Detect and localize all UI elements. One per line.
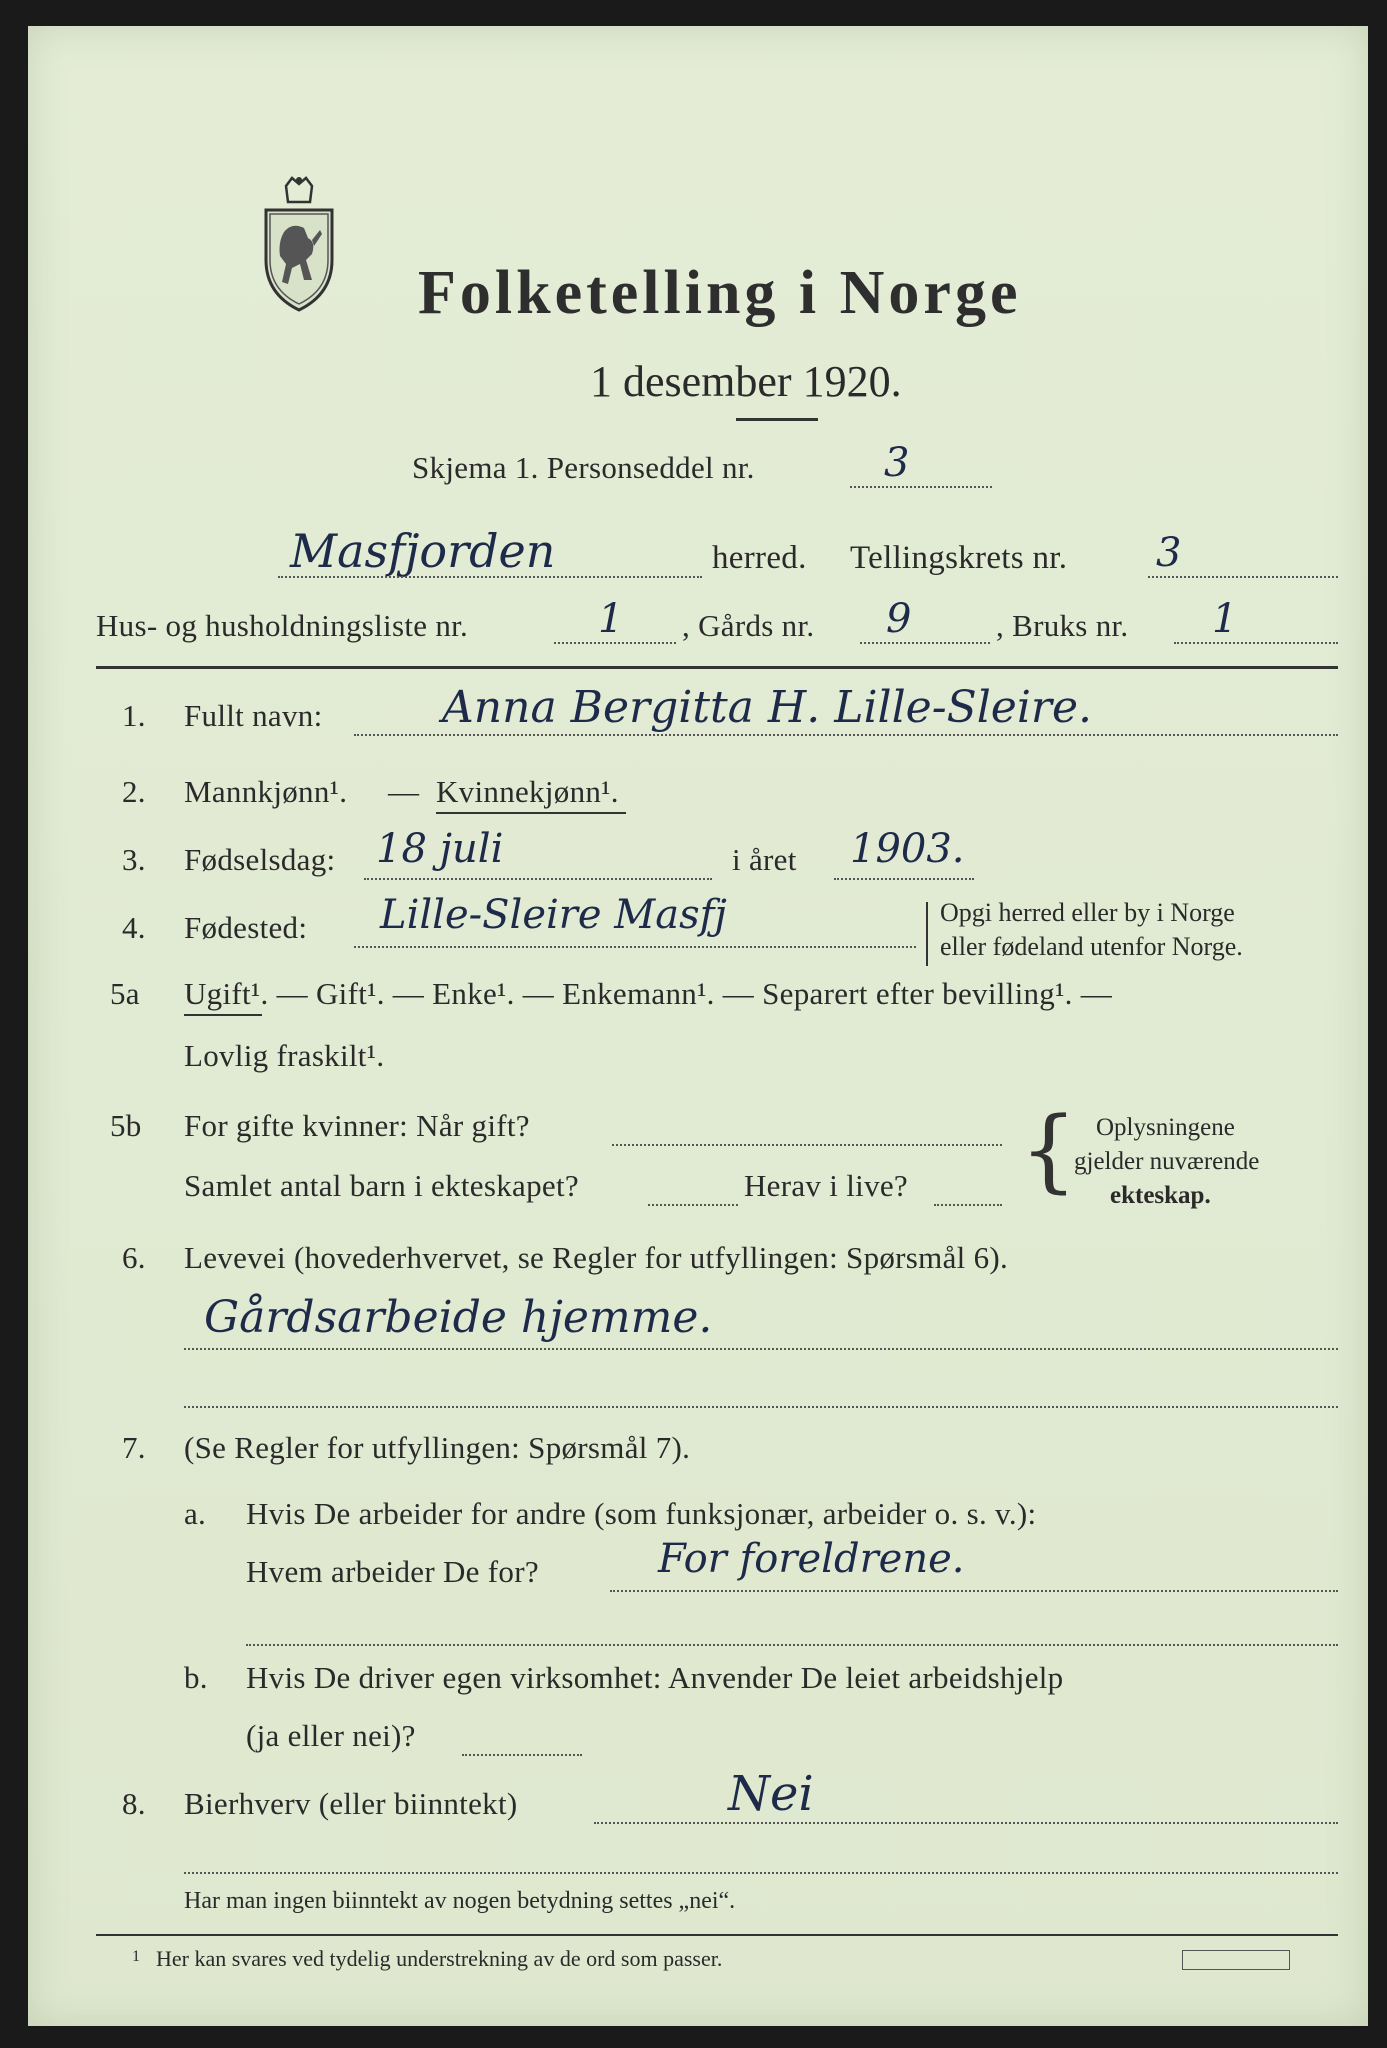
header-rule <box>96 666 1338 669</box>
q3-label: Fødselsdag: <box>184 842 336 877</box>
q7a-line1: Hvis De arbeider for andre (som funksjonær, arbeider o. s. v.): <box>246 1496 1037 1531</box>
footnote-text: Her kan svares ved tydelig understrekning av de ord som passer. <box>156 1946 723 1971</box>
q2-separator: — <box>388 774 420 809</box>
coat-of-arms-icon <box>256 176 342 316</box>
q8-number: 8. <box>122 1786 146 1821</box>
personseddel-number: 3 <box>884 440 910 486</box>
q7b-line1: Hvis De driver egen virksomhet: Anvender De leiet arbeidshjelp <box>246 1660 1064 1695</box>
full-name-value: Anna Bergitta H. Lille-Sleire. <box>442 682 1092 733</box>
q8-line <box>594 1822 1338 1824</box>
q7a-employer-line <box>610 1590 1338 1592</box>
census-form <box>28 26 1368 2026</box>
q4-bracket <box>926 902 928 966</box>
herred-label: herred. <box>712 540 807 576</box>
q7b-line2: (ja eller nei)? <box>246 1718 416 1753</box>
q7a-line2: Hvem arbeider De for? <box>246 1554 539 1589</box>
q6-line1 <box>184 1348 1338 1350</box>
bruks-line <box>1174 642 1338 644</box>
q1-number: 1. <box>122 698 146 733</box>
husliste-label: Hus- og husholdningsliste nr. <box>96 608 469 643</box>
q7-number: 7. <box>122 1430 146 1465</box>
q8-line-extra <box>184 1872 1338 1874</box>
q5b-line1: For gifte kvinner: Når gift? <box>184 1108 530 1143</box>
ugift-underline <box>184 1014 262 1016</box>
female-underline <box>436 812 626 814</box>
husliste-line <box>554 642 676 644</box>
q7b-letter: b. <box>184 1660 208 1695</box>
husliste-number: 1 <box>598 596 624 642</box>
side-income-value: Nei <box>728 1766 814 1822</box>
birth-day-value: 18 juli <box>376 826 504 872</box>
marital-status-options: Ugift¹. — Gift¹. — Enke¹. — Enkemann¹. — Separert efter bevilling¹. — <box>184 976 1113 1011</box>
q7a-line-extra <box>246 1644 1338 1646</box>
occupation-value: Gårdsarbeide hjemme. <box>204 1292 713 1343</box>
q4-number: 4. <box>122 910 146 945</box>
herred-value: Masfjorden <box>290 524 556 578</box>
bruks-label: , Bruks nr. <box>996 608 1129 643</box>
q5b-children-label: Samlet antal barn i ekteskapet? <box>184 1168 579 1203</box>
footnote-mark: 1 <box>132 1948 140 1965</box>
q7a-letter: a. <box>184 1496 207 1531</box>
q6-line2 <box>184 1406 1338 1408</box>
employer-value: For foreldrene. <box>658 1536 965 1582</box>
q6-number: 6. <box>122 1240 146 1275</box>
q6-label: Levevei (hovederhvervet, se Regler for utfyllingen: Spørsmål 6). <box>184 1240 1009 1275</box>
title-rule <box>736 418 818 421</box>
q3-day-line <box>364 878 712 880</box>
children-line <box>648 1204 738 1206</box>
q8-label: Bierhverv (eller biinntekt) <box>184 1786 518 1821</box>
nei-note: Har man ingen biinntekt av nogen betydning settes „nei“. <box>184 1888 736 1914</box>
birthplace-value: Lille-Sleire Masfj <box>380 892 727 938</box>
q3-number: 3. <box>122 842 146 877</box>
q1-label: Fullt navn: <box>184 698 323 733</box>
q3-year-label: i året <box>732 842 797 877</box>
tellingskrets-number: 3 <box>1156 530 1182 576</box>
tellingskrets-label: Tellingskrets nr. <box>850 540 1068 576</box>
gards-label: , Gårds nr. <box>682 608 815 643</box>
q5b-note3: ekteskap. <box>1110 1182 1211 1209</box>
birth-year-value: 1903. <box>850 826 965 872</box>
female-option: Kvinnekjønn¹. <box>436 774 619 809</box>
page-title: Folketelling i Norge <box>418 259 1022 327</box>
gards-line <box>860 642 990 644</box>
male-option: Mannkjønn¹. <box>184 774 348 809</box>
gards-number: 9 <box>886 596 912 642</box>
tellingskrets-line <box>1148 576 1338 578</box>
q4-note-line2: eller fødeland utenfor Norge. <box>940 932 1243 961</box>
footnote-rule <box>96 1934 1338 1936</box>
q5b-number: 5b <box>110 1108 142 1143</box>
q5b-note2: gjelder nuværende <box>1074 1148 1260 1175</box>
q4-label: Fødested: <box>184 910 308 945</box>
bruks-number: 1 <box>1212 596 1238 642</box>
q5b-note1: Oplysningene <box>1096 1114 1235 1141</box>
skjema-label: Skjema 1. Personseddel nr. <box>412 450 755 485</box>
herred-line <box>278 576 702 578</box>
q1-line <box>354 734 1338 736</box>
alive-line <box>934 1204 1002 1206</box>
q3-year-line <box>834 878 974 880</box>
q7b-line <box>462 1754 582 1756</box>
married-when-line <box>612 1144 1002 1146</box>
q4-note-line1: Opgi herred eller by i Norge <box>940 898 1235 927</box>
census-date: 1 desember 1920. <box>590 357 902 406</box>
q5b-brace: { <box>1020 1098 1078 1203</box>
q2-number: 2. <box>122 774 146 809</box>
printer-stamp <box>1182 1950 1290 1970</box>
marital-status-line2: Lovlig fraskilt¹. <box>184 1038 385 1073</box>
q7-label: (Se Regler for utfyllingen: Spørsmål 7). <box>184 1430 691 1465</box>
q5b-alive-label: Herav i live? <box>744 1168 908 1203</box>
q4-line <box>354 946 916 948</box>
q5a-number: 5a <box>110 976 140 1011</box>
skjema-line <box>850 486 992 488</box>
